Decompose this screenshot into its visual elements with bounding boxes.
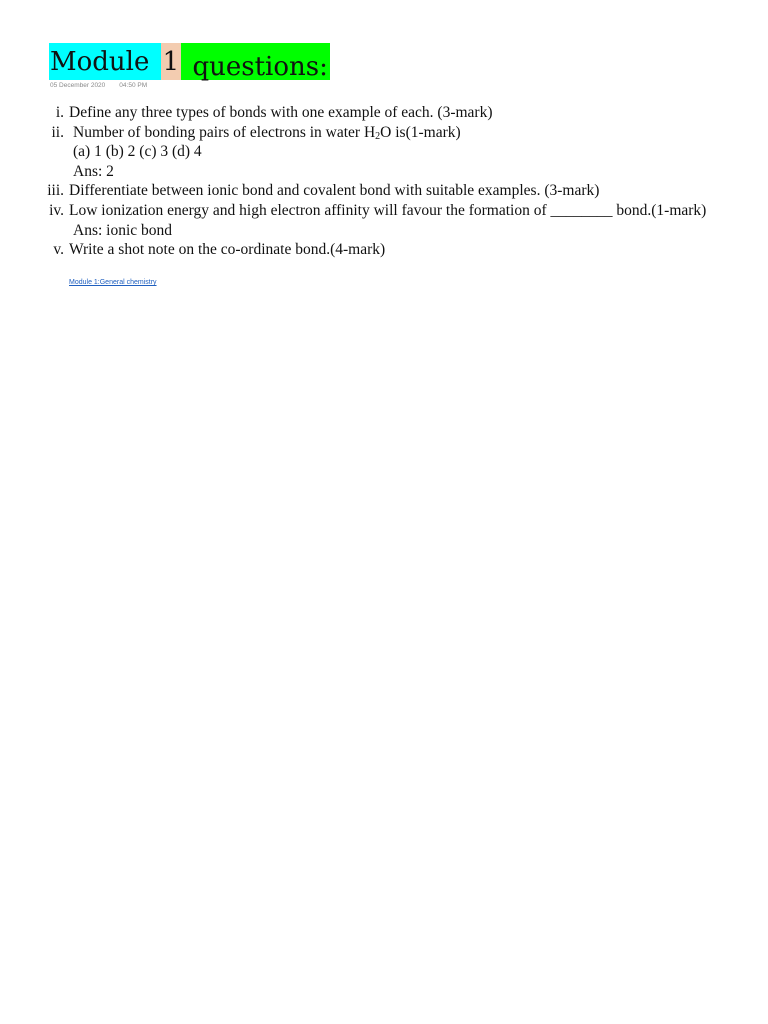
question-text: Low ionization energy and high electron affinity will favour the formation of ________ bond.(1-mark) xyxy=(69,201,707,219)
question-options-row xyxy=(0,142,768,162)
question-number: iii. xyxy=(47,182,64,200)
page-date: 05 December 2020 xyxy=(50,82,106,89)
question-text: Define any three types of bonds with one example of each. (3-mark) xyxy=(69,104,493,121)
question-list xyxy=(0,103,768,260)
question-number: ii. xyxy=(51,123,64,141)
title-word-questions-text: questions: xyxy=(184,51,328,82)
page-time: 04:50 PM xyxy=(119,82,148,89)
page-title xyxy=(49,43,330,80)
question-options: (a) 1 (b) 2 (c) 3 (d) 4 xyxy=(73,143,202,161)
question-text xyxy=(73,123,461,143)
question-item xyxy=(0,201,768,221)
question-text-part: O is(1-mark) xyxy=(380,123,461,141)
page-metadata xyxy=(50,82,147,89)
question-item xyxy=(0,181,768,201)
question-number: i. xyxy=(55,104,64,121)
subscript-text: 2 xyxy=(375,130,381,142)
title-word-questions xyxy=(181,43,330,80)
question-item xyxy=(0,123,768,143)
question-answer: Ans: 2 xyxy=(73,162,114,180)
title-word-number: 1 xyxy=(161,43,182,80)
question-number: v. xyxy=(53,241,64,259)
answer-row xyxy=(0,221,768,241)
answer-row xyxy=(0,162,768,182)
question-item xyxy=(0,103,768,123)
question-answer: Ans: ionic bond xyxy=(73,221,173,239)
question-text: Write a shot note on the co-ordinate bond.(4-mark) xyxy=(69,241,386,259)
question-number: iv. xyxy=(49,201,64,219)
question-text-part: Number of bonding pairs of electrons in water H xyxy=(73,123,376,141)
question-item xyxy=(0,240,768,260)
question-text: Differentiate between ionic bond and covalent bond with suitable examples. (3-mark) xyxy=(69,182,600,200)
title-word-module: Module xyxy=(49,43,161,80)
section-link[interactable]: Module 1:General chemistry xyxy=(69,279,157,286)
